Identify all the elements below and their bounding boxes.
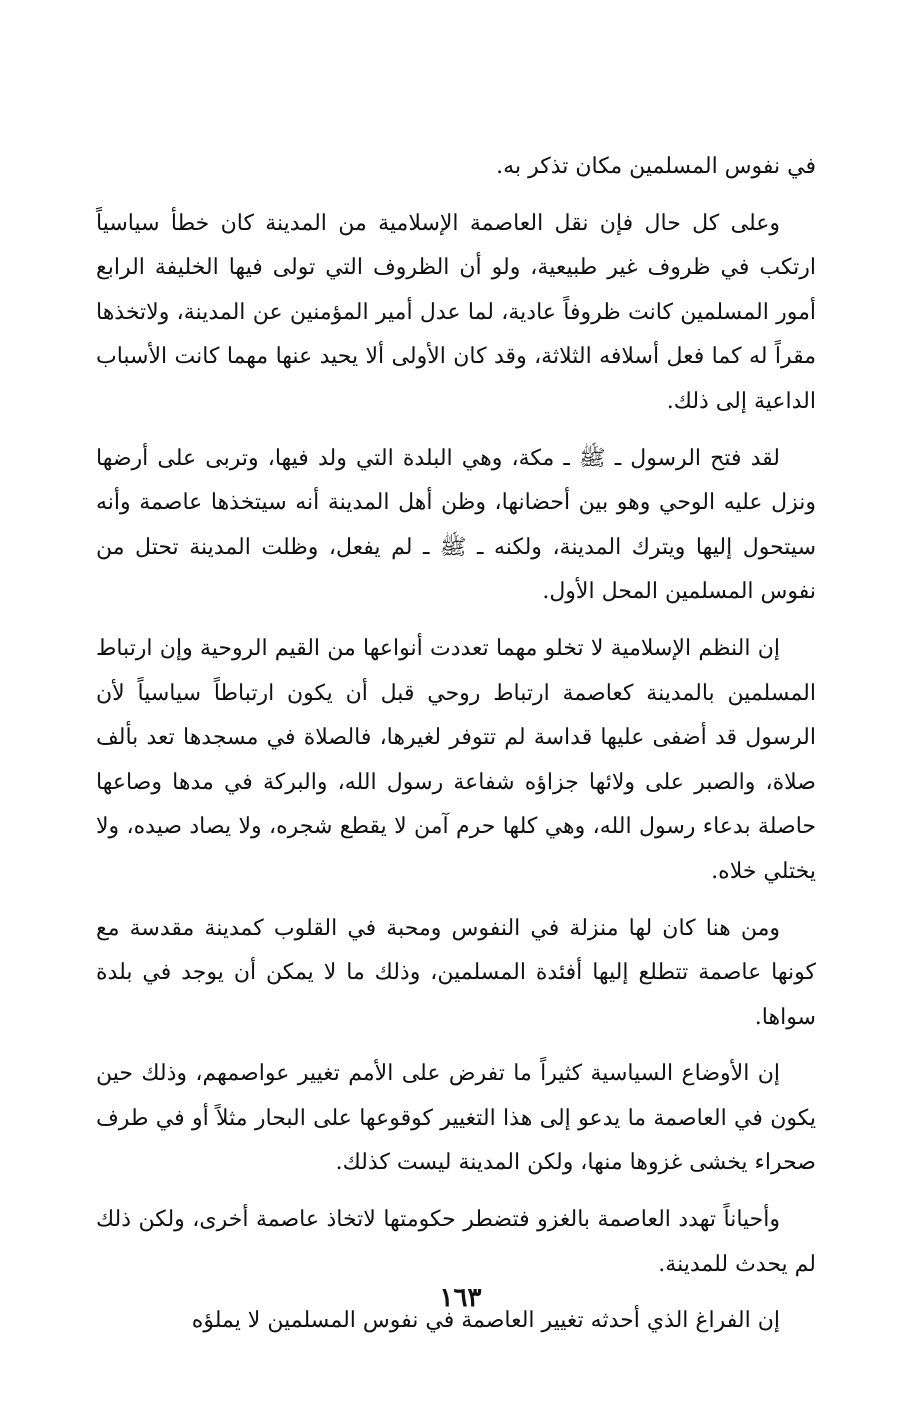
paragraph-4: إن النظم الإسلامية لا تخلو مهما تعددت أنواعها من القيم الروحية وإن ارتباط المسلمين بالمدينة كعاصمة ارتباط روحي قبل أن يكون ارتباطاً سياسياً لأن الرسول قد أضفى عليها قداسة لم تتوفر لغيرها، فالصلاة في مسجدها تعد بألف صلاة، والصبر على ولائها جزاؤه شفاعة رسول الله، والبركة في مدها وصاعها حاصلة بدعاء رسول الله، وهي كلها حرم آمن لا يقطع شجره، ولا يصاد صيده، ولا يختلي خلاه. [96,635,816,884]
paragraph-8: إن الفراغ الذي أحدثه تغيير العاصمة في نفوس المسلمين لا يملؤه [191,1308,780,1334]
paragraph-3: لقد فتح الرسول ـ ﷺ ـ مكة، وهي البلدة التي ولد فيها، وتربى على أرضها ونزل عليه الوحي وهو بين أحضانها، وظن أهل المدينة أنه سيتخذها عاصمة وأنه سيتحول إليها ويترك المدينة، ولكنه ـ ﷺ ـ لم يفعل، وظلت المدينة تحتل من نفوس المسلمين المحل الأول. [96,445,816,605]
paragraph-1: في نفوس المسلمين مكان تذكر به. [496,154,816,179]
paragraph-5: ومن هنا كان لها منزلة في النفوس ومحبة في القلوب كمدينة مقدسة مع كونها عاصمة تتطلع إليها أفئدة المسلمين، وذلك ما لا يمكن أن يوجد في بلدة سواها. [96,915,816,1030]
page-body [96,145,816,1356]
page-number: ١٦٣ [439,1283,482,1313]
paragraph-6: إن الأوضاع السياسية كثيراً ما تفرض على الأمم تغيير عواصمهم، وذلك حين يكون في العاصمة ما يدعو إلى هذا التغيير كوقوعها على البحار مثلاً أو في طرف صحراء يخشى غزوها منها، ولكن المدينة ليست كذلك. [96,1061,816,1176]
paragraph-2: وعلى كل حال فإن نقل العاصمة الإسلامية من المدينة كان خطأ سياسياً ارتكب في ظروف غير طبيعية، ولو أن الظروف التي تولى فيها الخليفة الرابع أمور المسلمين كانت ظروفاً عادية، لما عدل أمير المؤمنين عن المدينة، ولاتخذها مقراً له كما فعل أسلافه الثلاثة، وقد كان الأولى ألا يحيد عنها مهما كانت الأسباب الداعية إلى ذلك. [96,210,816,414]
paragraph-7: وأحياناً تهدد العاصمة بالغزو فتضطر حكومتها لاتخاذ عاصمة أخرى، ولكن ذلك لم يحدث للمدينة. [96,1207,816,1277]
